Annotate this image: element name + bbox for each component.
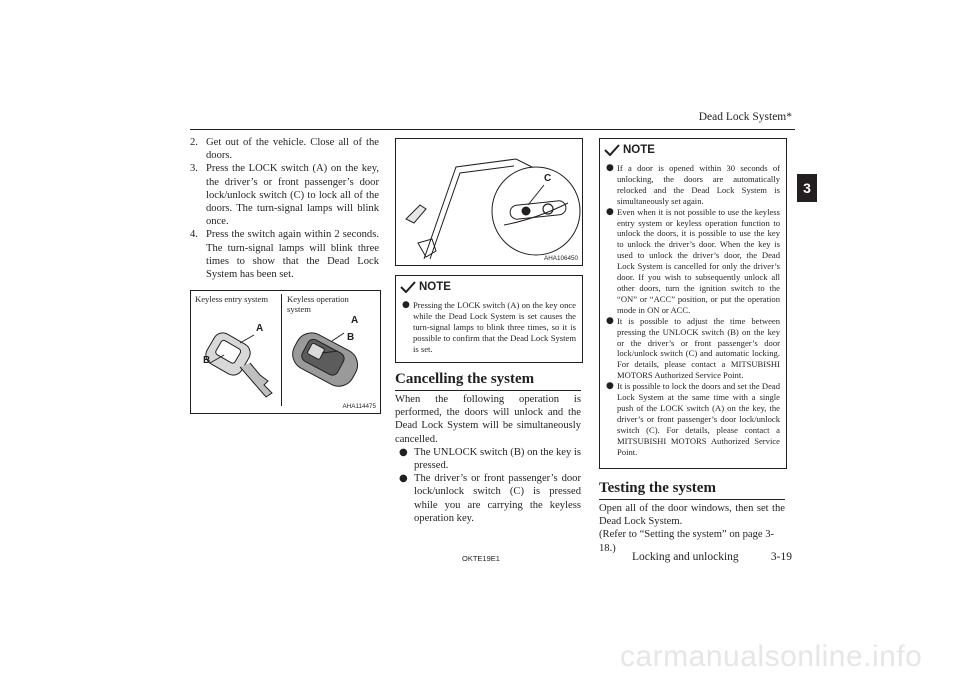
bullet-icon: ● [399,446,408,458]
keyless-entry-label: Keyless entry system [195,294,269,304]
note-box [395,275,583,363]
step-item: 2. Get out of the vehicle. Close all of the doors. [190,137,379,162]
keyless-operation-label: Keyless operation system [287,294,349,314]
callout-c: C [544,173,552,184]
smart-key-illustration [286,325,376,405]
bullet-icon: ● [606,315,614,326]
callout-b2: B [347,332,355,343]
running-header: Dead Lock System* [698,111,792,123]
figure-code: AHA106450 [544,255,578,262]
note-item: ● If a door is opened within 30 seconds of unlocking, the doors are automatically relocked and the Dead Lock System is simultaneously set again. [606,163,780,206]
door-handle-illustration [396,139,582,265]
bullet-icon: ● [606,381,614,392]
footer-section: Locking and unlocking [632,551,739,563]
note-item: ● It is possible to lock the doors and set the Dead Lock System at the same time with a single push of the LOCK switch (A) on the key, the driver’s or front passenger’s door lock/unlock switch (C). For details, please contact a MITSUBISHI MOTORS Authorized Service Point. [606,381,780,457]
footer-code: OKTE19E1 [462,554,500,563]
step-item: 3. Press the LOCK switch (A) on the key, the driver’s or front passenger’s door lock/unlock switch (C) to lock all of the doors. The turn-signal lamps will blink once. [190,163,379,228]
cancel-heading: Cancelling the system [395,371,581,391]
step-item: 4. Press the switch again within 2 seconds. The turn-signal lamps will blink three times to show that the Dead Lock System has been set. [190,229,379,281]
callout-a2: A [351,315,359,326]
chapter-tab: 3 [797,174,817,202]
door-figure [395,138,583,266]
check-icon [604,144,620,156]
note-item: ● Even when it is not possible to use the keyless entry system or keyless operation function to unlock the doors, it is possible to use the key to unlock the driver’s door. When the key is used to unlock the driver’s door, the Dead Lock System is cancelled for only the driver’s door. If you wish to subsequently unlock all other doors, turn the ignition switch to the “ON” or “ACC” position, or put the operation mode in ON or ACC. [606,206,780,315]
bullet-icon: ● [606,163,614,173]
testing-heading: Testing the system [599,480,785,500]
note-item: ● It is possible to adjust the time between pressing the UNLOCK switch (B) on the key or the driver’s or front passenger’s door lock/unlock switch (C) and automatic locking. For details, please contact a MITSUBISHI MOTORS Authorized Service Point. [606,315,780,381]
note-body [600,161,786,461]
cancel-section [395,393,581,525]
cancel-item: ● The driver’s or front passenger’s door lock/unlock switch (C) is pressed while you are carrying the keyless operation key. [399,473,581,524]
testing-text: Open all of the door windows, then set the Dead Lock System. [599,503,785,528]
callout-a: A [256,323,264,334]
figure-divider [281,294,282,406]
footer-page: 3-19 [770,551,792,563]
note-header: NOTE [396,276,582,298]
bullet-icon: ● [402,300,410,310]
figure-code: AHA114475 [342,403,376,410]
note-box-right [599,138,787,469]
bullet-icon: ● [399,473,408,485]
note-item: ● Pressing the LOCK switch (A) on the key once while the Dead Lock System is set causes the turn-signal lamps to blink three times, so it is possible to confirm that the Dead Lock System is set. [402,300,576,354]
steps-list [190,136,379,281]
bullet-icon: ● [606,206,614,217]
note-body [396,298,582,359]
check-icon [400,281,416,293]
cancel-item: ● The UNLOCK switch (B) on the key is pressed. [399,446,581,472]
header-rule [190,129,795,130]
callout-b: B [203,355,211,366]
key-figure [190,290,381,414]
testing-ref: (Refer to “Setting the system” on page 3-18.) [599,529,775,554]
watermark: carmanualsonline.info [620,640,923,673]
testing-section [599,502,785,555]
note-header: NOTE [600,139,786,161]
cancel-intro: When the following operation is performed, the doors will unlock and the Dead Lock System will be simultaneously cancelled. [395,394,581,445]
